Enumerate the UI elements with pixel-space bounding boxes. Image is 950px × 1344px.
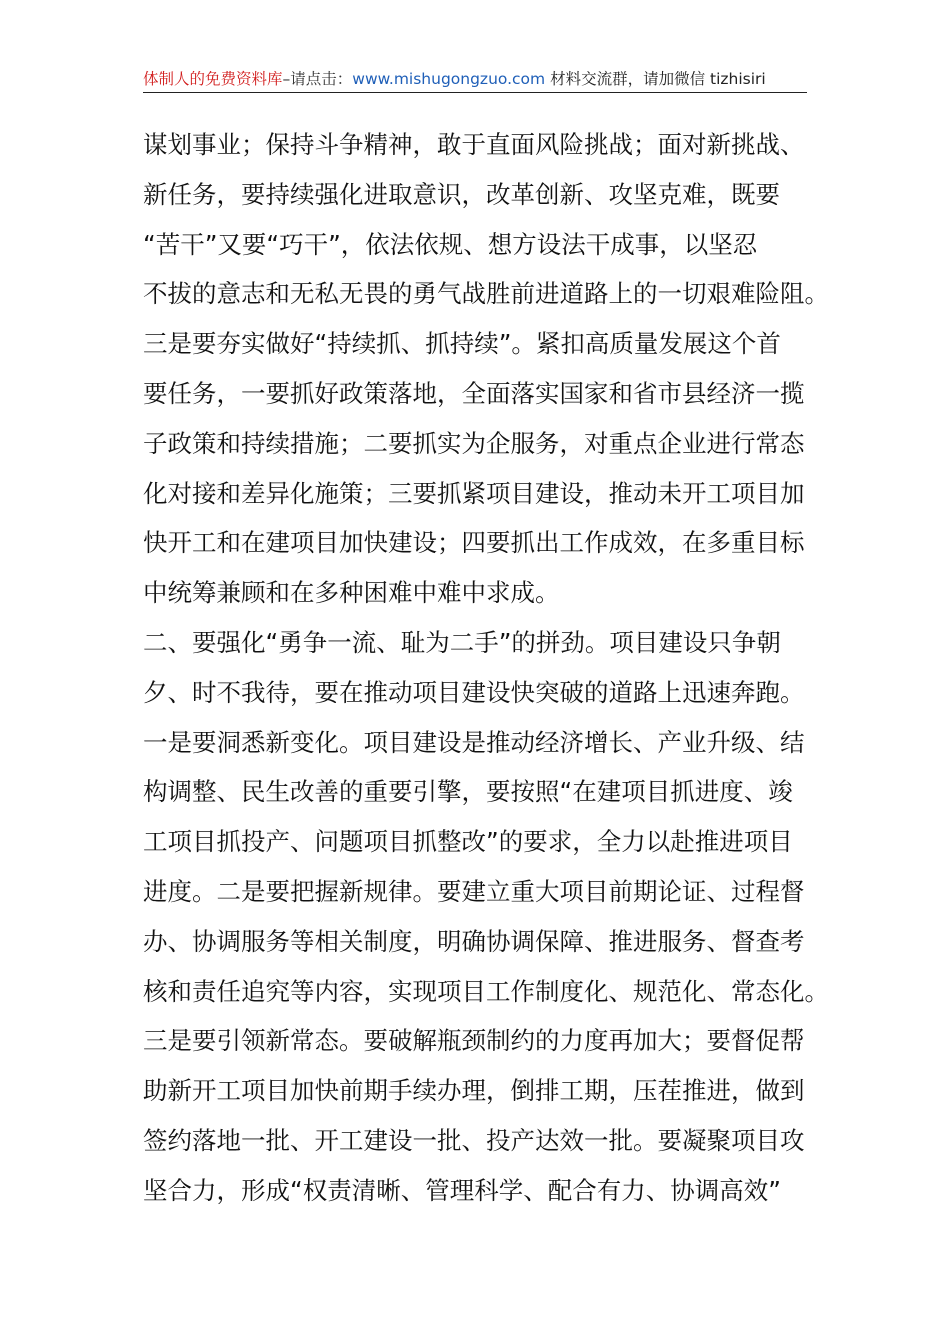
header-prompt: –请点击：	[282, 70, 353, 88]
page-header	[143, 66, 807, 93]
header-link[interactable]: www.mishugongzuo.com	[352, 70, 546, 88]
text-line: 二、要强化“勇争一流、耻为二手”的拼劲。项目建设只争朝	[143, 627, 781, 657]
text-line: 进度。二是要把握新规律。要建立重大项目前期论证、过程督	[143, 876, 805, 906]
text-line: “苦干”又要“巧干”，依法依规、想方设法干成事，以坚忍	[143, 229, 758, 259]
text-line: 一是要洞悉新变化。项目建设是推动经济增长、产业升级、结	[143, 727, 805, 757]
text-line: 谋划事业；保持斗争精神，敢于直面风险挑战；面对新挑战、	[143, 130, 805, 159]
text-line: 中统筹兼顾和在多种困难中难中求成。	[143, 578, 560, 608]
text-line: 构调整、民生改善的重要引擎，要按照“在建项目抓进度、竣	[143, 777, 793, 807]
text-line: 子政策和持续措施；二要抓实为企服务，对重点企业进行常态	[143, 428, 805, 458]
header-brand: 体制人的免费资料库	[143, 70, 283, 88]
text-line: 要任务，一要抓好政策落地，全面落实国家和省市县经济一揽	[143, 378, 805, 408]
text-line: 三是要引领新常态。要破解瓶颈制约的力度再加大；要督促帮	[143, 1026, 805, 1056]
text-line: 三是要夯实做好“持续抓、抓持续”。紧扣高质量发展这个首	[143, 329, 781, 359]
text-line: 化对接和差异化施策；三要抓紧项目建设，推动未开工项目加	[143, 478, 805, 508]
document-body	[143, 120, 829, 1216]
text-line: 夕、时不我待，要在推动项目建设快突破的道路上迅速奔跑。	[143, 677, 805, 707]
text-line: 快开工和在建项目加快建设；四要抓出工作成效，在多重目标	[143, 528, 805, 558]
text-line: 助新开工项目加快前期手续办理，倒排工期，压茬推进，做到	[143, 1076, 805, 1106]
text-line: 工项目抓投产、问题项目抓整改”的要求，全力以赴推进项目	[143, 827, 793, 857]
text-line: 办、协调服务等相关制度，明确协调保障、推进服务、督查考	[143, 926, 805, 956]
text-line: 不拔的意志和无私无畏的勇气战胜前进道路上的一切艰难险阻。	[143, 279, 829, 309]
header-contact: 材料交流群，请加微信 tizhisiri	[545, 70, 766, 88]
text-line: 签约落地一批、开工建设一批、投产达效一批。要凝聚项目攻	[143, 1125, 805, 1155]
text-line: 坚合力，形成“权责清晰、管理科学、配合有力、协调高效”	[143, 1175, 781, 1205]
text-line: 核和责任追究等内容，实现项目工作制度化、规范化、常态化。	[143, 976, 829, 1006]
text-line: 新任务，要持续强化进取意识，改革创新、攻坚克难，既要	[143, 179, 780, 209]
